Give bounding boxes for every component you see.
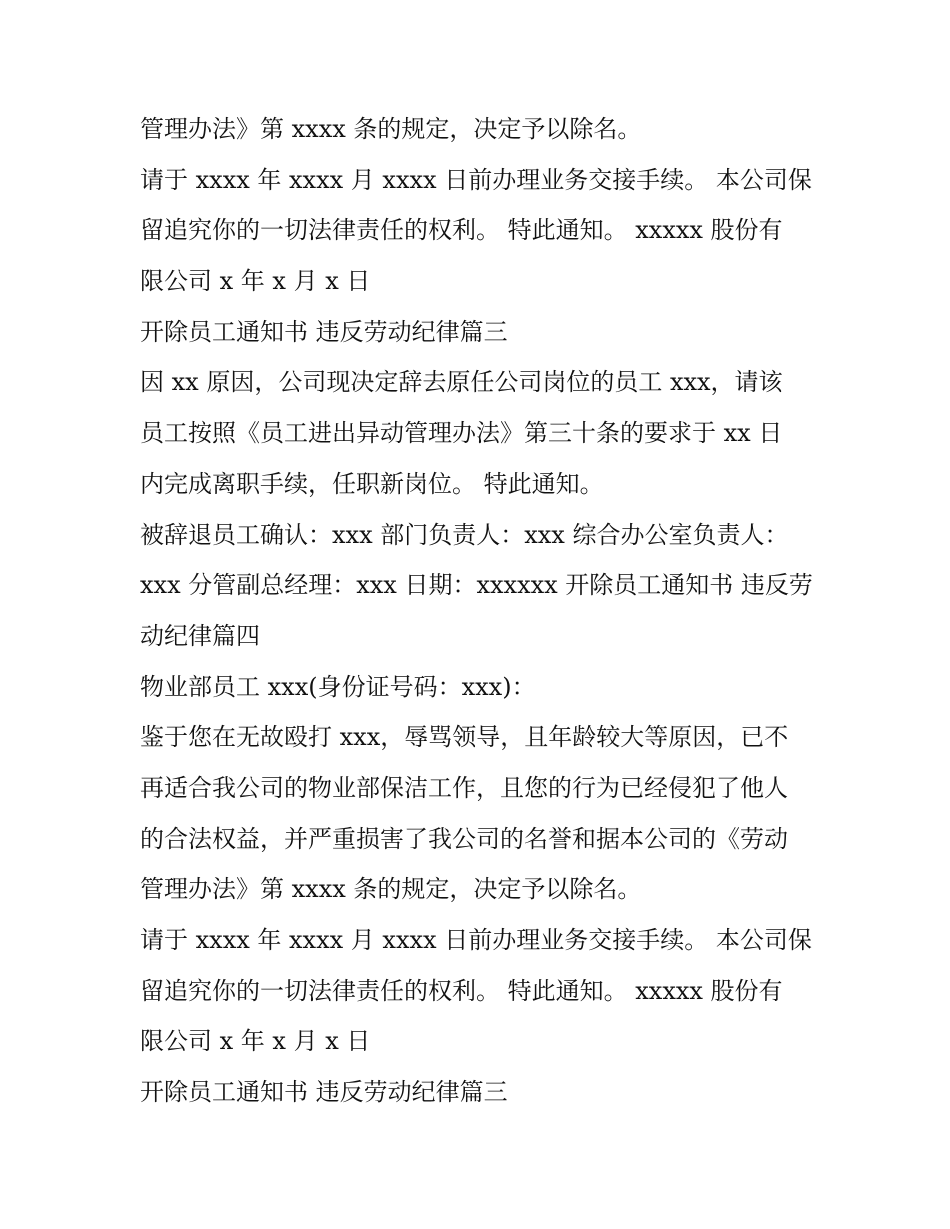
text-line: 内完成离职手续，任职新岗位。 特此通知。 xyxy=(140,469,604,498)
text-line: 留追究你的一切法律责任的权利。 特此通知。 xxxxx 股份有 xyxy=(140,976,783,1005)
text-line: 限公司 x 年 x 月 x 日 xyxy=(140,267,371,296)
section-heading: 开除员工通知书 违反劳动纪律篇三 xyxy=(140,317,508,346)
text-line: 限公司 x 年 x 月 x 日 xyxy=(140,1027,371,1056)
text-line: 动纪律篇四 xyxy=(140,621,260,650)
text-line: 的合法权益，并严重损害了我公司的名誉和据本公司的《劳动 xyxy=(140,824,788,853)
text-line: xxx 分管副总经理：xxx 日期：xxxxxx 开除员工通知书 违反劳 xyxy=(140,571,813,600)
text-line: 再适合我公司的物业部保洁工作，且您的行为已经侵犯了他人 xyxy=(140,773,788,802)
text-line: 被辞退员工确认：xxx 部门负责人：xxx 综合办公室负责人： xyxy=(140,520,789,549)
text-line: 物业部员工 xxx(身份证号码：xxx)： xyxy=(140,672,536,701)
text-line: 请于 xxxx 年 xxxx 月 xxxx 日前办理业务交接手续。 本公司保 xyxy=(140,926,812,954)
text-line: 因 xx 原因，公司现决定辞去原任公司岗位的员工 xxx，请该 xyxy=(140,368,783,397)
text-line: 鉴于您在无故殴打 xxx，辱骂领导，且年龄较大等原因，已不 xyxy=(140,723,789,752)
section-heading: 开除员工通知书 违反劳动纪律篇三 xyxy=(140,1078,508,1107)
document-body xyxy=(140,104,830,1118)
text-line: 请于 xxxx 年 xxxx 月 xxxx 日前办理业务交接手续。 本公司保 xyxy=(140,165,812,194)
text-line: 留追究你的一切法律责任的权利。 特此通知。 xxxxx 股份有 xyxy=(140,216,783,245)
text-line: 管理办法》第 xxxx 条的规定，决定予以除名。 xyxy=(140,875,642,904)
text-line: 管理办法》第 xxxx 条的规定，决定予以除名。 xyxy=(140,115,642,143)
text-line: 员工按照《员工进出异动管理办法》第三十条的要求于 xx 日 xyxy=(140,419,783,448)
